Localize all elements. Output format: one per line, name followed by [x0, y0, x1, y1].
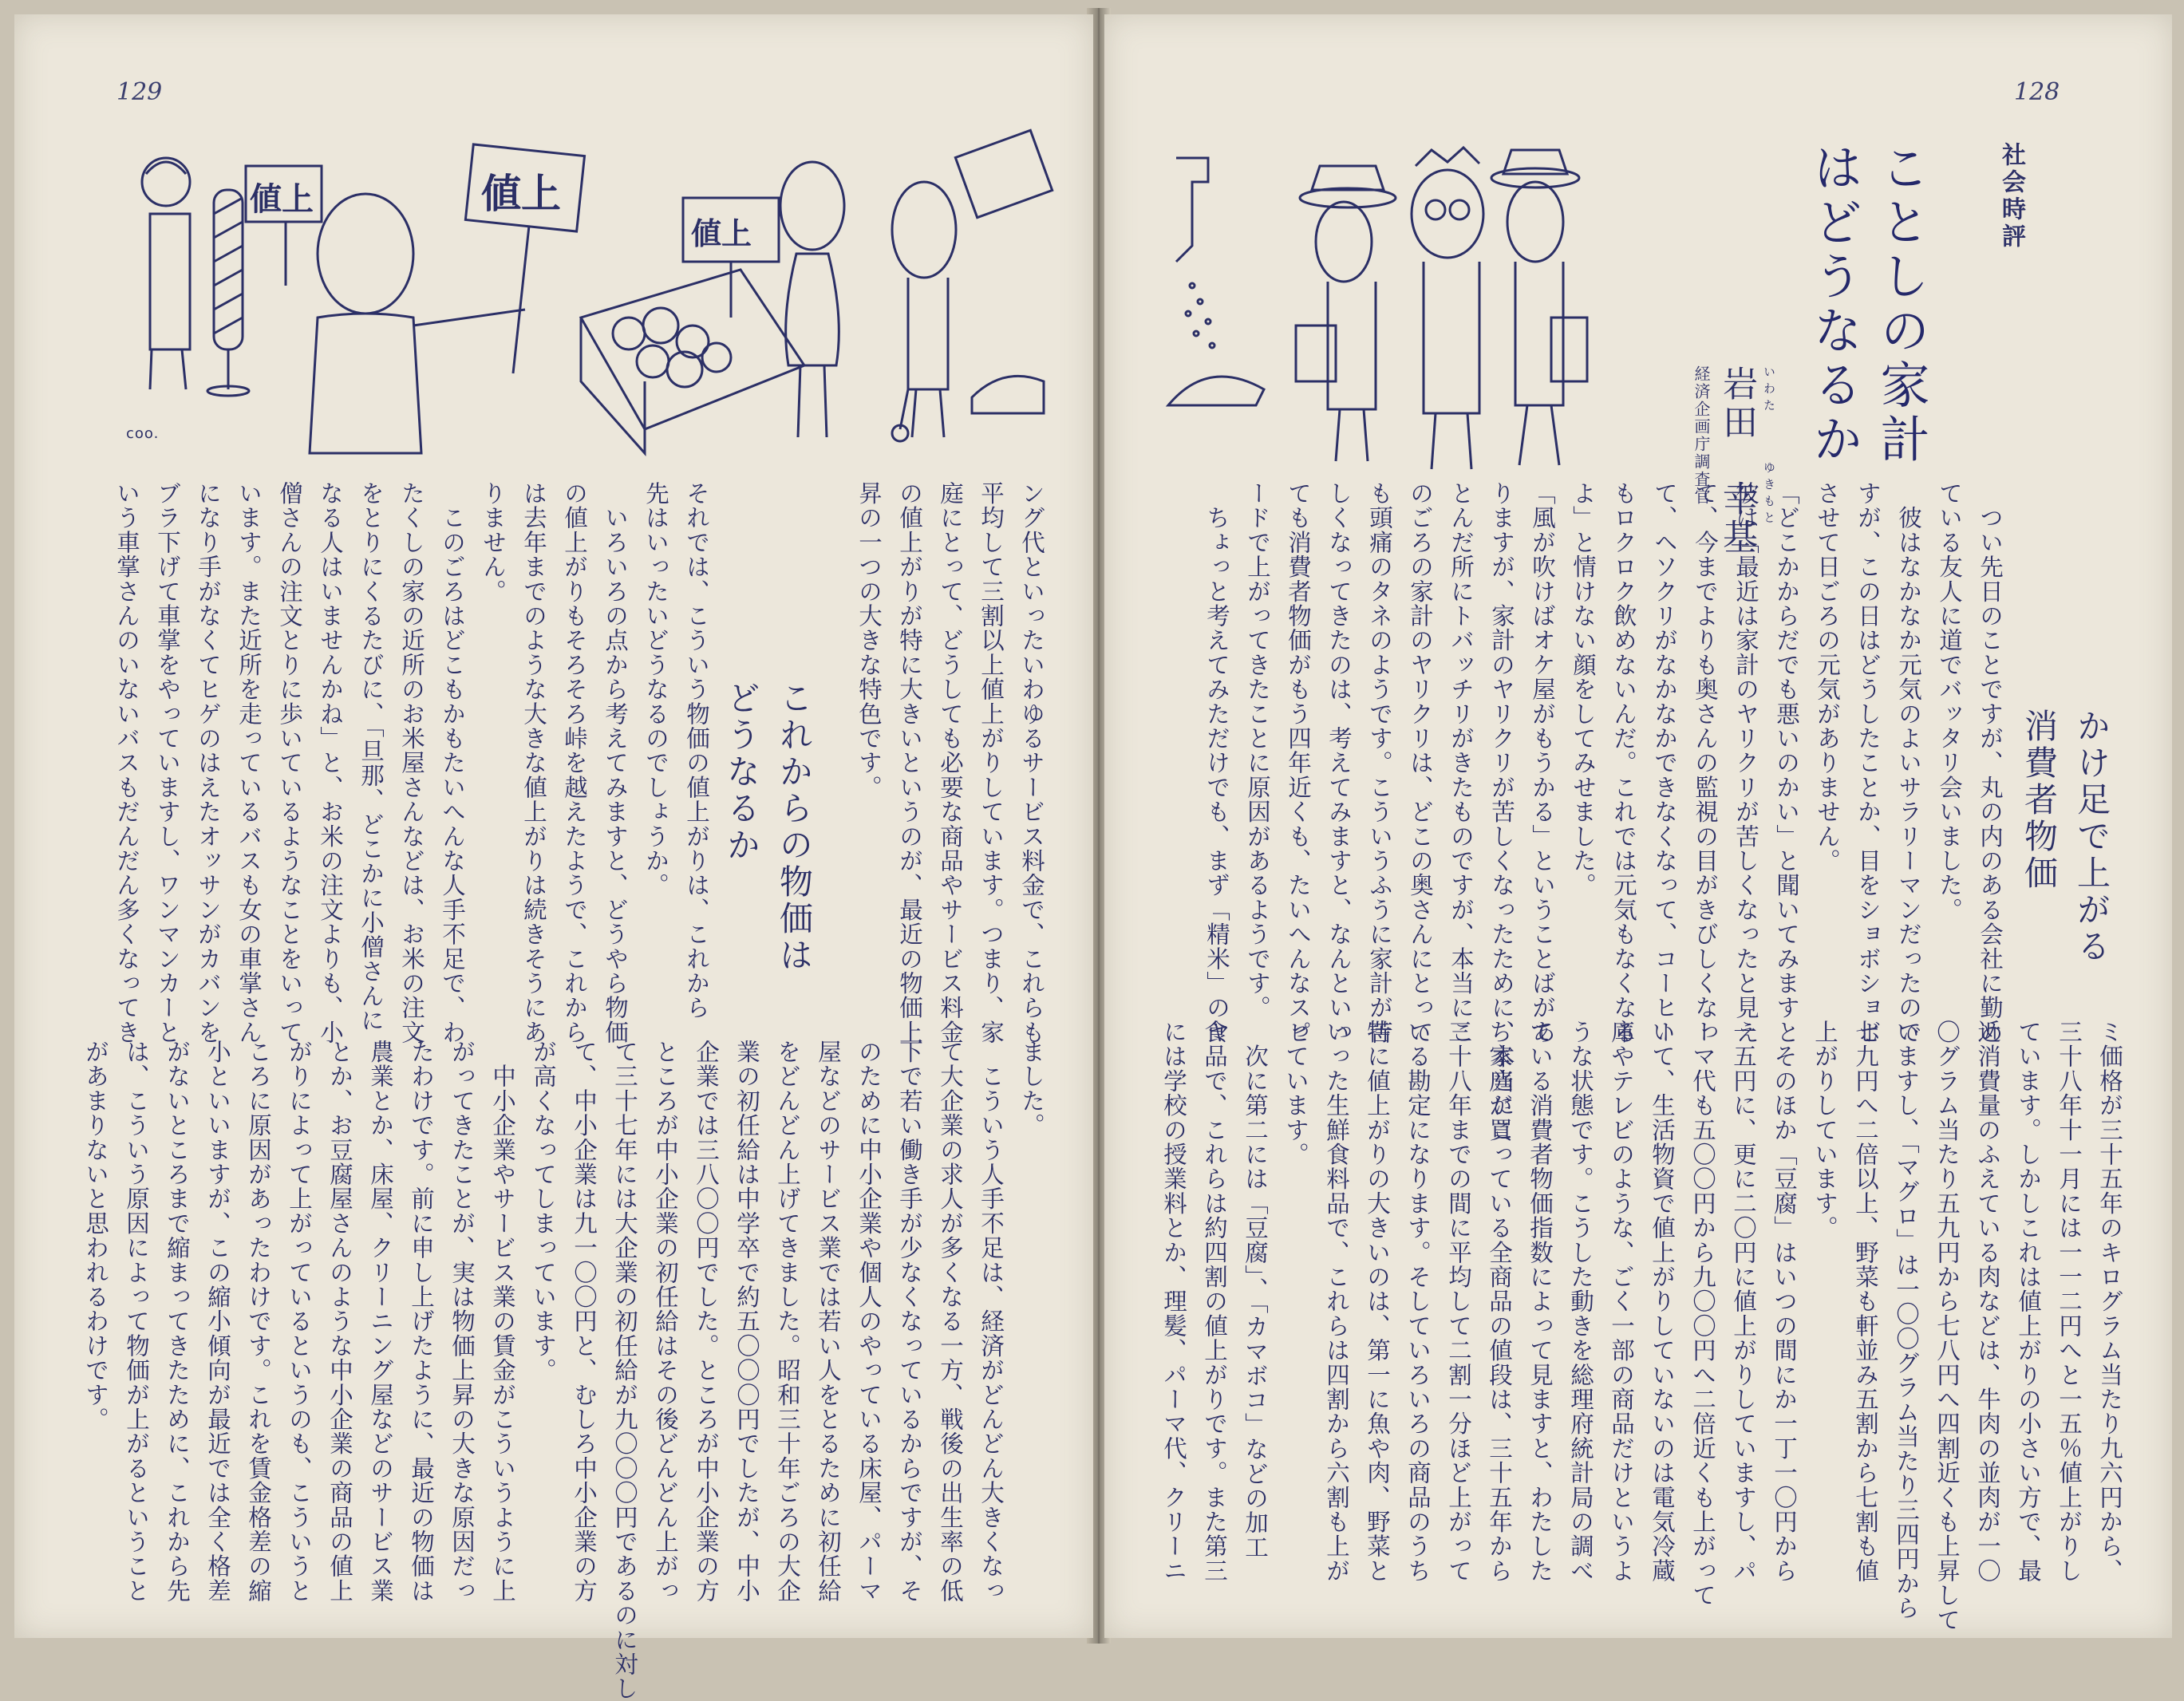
author-ruby-given: ゆきもと — [1762, 461, 1776, 528]
article-column-top: つい先日のことですが、丸の内のある会社に勤め ている友人に道でバッタリ会いました。 彼はなかなか元気のよいサラリーマンだったので すが、この日はどうしたことか、目をショボショボ させて日ごろの元気がありません。 「どこかからだでも悪いのかい」と聞いてみますと 彼は「最近は家計のヤリクリが苦しくなったと見え て、今までよりも奥さんの監視の目がきびしくなっ て、ヘソクリがなかなかできなくなって、コーヒー もロクロク飲めないんだ。これでは元気もなくなる よ」と情けない顔をしてみせました。 「風が吹けばオケ屋がもうかる」ということばがあ りますが、家計のヤリクリが苦しくなったために、本当にこ とんだ所にトバッチリがきたものですが、本当にこ のごろの家計のヤリクリは、どこの奥さんにとって も頭痛のタネのようです。こういうふうに家計が苦 しくなってきたのは、考えてみますと、なんといっ ても消費者物価がもう四年近くも、たいへんなスピ ードで上がってきたことに原因があるようです。 ちょっと考えてみただけでも、まず「精米」のヤ — [1203, 481, 2004, 1143]
price-hike-illustration — [102, 134, 1060, 453]
article-column-bottom: ました。 こういう人手不足は、経済がどんどん大きくなっ て大企業の求人が多くなる一方、戦後の出生率の低 下で若い働き手が少なくなっているからですが、そ のために中小企業や個人のやっている床屋、パーマ 屋などのサービス業では若い人をとるために初任給 をどんどん上げてきました。昭和三十年ごろの大企 業の初任給は中学卒で約五〇〇〇円でしたが、中小 企業では三八〇〇円でした。ところが中小企業の方 ところが中小企業の初任給はその後どんどん上がっ て三十七年には大企業の初任給が九〇〇〇円であるのに対し て、中小企業は九一〇〇円と、むしろ中小企業の方 が高くなってしまっています。 中小企業やサービス業の賃金がこういうように上 がってきたことが、実は物価上昇の大きな原因だっ たわけです。前に申し上げたように、最近の物価は 農業とか、床屋、クリーニング屋などのサービス業 とか、お豆腐屋さんのような中小企業の商品の値上 がりによって上がっているというのも、こういうと ころに原因があったわけです。これを賃金格差の縮 小といいますが、この縮小傾向が最近では全く格差 がないところまで縮まってきたために、これから先 は、こういう原因によって物価が上がるということ があまりないと思われるわけです。 — [82, 1040, 1045, 1701]
section-subheading: これからの物価は どうなるか — [722, 681, 814, 974]
section-subheading: かけ足で上がる 消費者物価 — [2020, 708, 2111, 965]
page-number-left: 129 — [117, 78, 163, 106]
illustrator-signature: coo. — [126, 425, 160, 442]
article-title: ことしの家計 はどうなるか — [1805, 142, 1930, 468]
illustration-sign-2 — [481, 162, 561, 219]
author-name: 岩田 幸基 — [1716, 365, 1757, 557]
page-number-right: 128 — [2014, 78, 2060, 106]
illustration-sign-1 — [250, 174, 314, 219]
author-ruby-family: いわた — [1762, 365, 1776, 416]
column-label: 社会時評 — [1997, 142, 2025, 251]
article-column-top-1: ング代といったいわゆるサービス料金で、これらも 平均して三割以上値上がりしています。つまり、家 庭にとって、どうしても必要な商品やサービス料金 の値上がりが特に大きいというのが、最近の物価上 昇の一つの大きな特色です。 — [855, 481, 1045, 1045]
sign-text: 値上 — [481, 170, 561, 217]
illustration-sign-3 — [691, 209, 752, 253]
article-column-top-2: それでは、こういう物価の値上がりは、これから 先はいったいどうなるのでしょうか。 いろいろの点から考えてみますと、どうやら物価 の値上がりもそろそろ峠を越えたようで、これから は去年までのような大きな値上がりは続きそうにあ りません。 このごろはどこもかもたいへんな人手不足で、わ たくしの家の近所のお米屋さんなどは、お米の注文 をとりにくるたびに、「旦那、どこかに小僧さんに なる人はいませんかね」と、お米の注文よりも、小 僧さんの注文とりに歩いているようなことをいって います。また近所を走っているバスも女の車掌さん になり手がなくてヒゲのはえたオッサンがカバンを ブラ下げて車掌をやっていますし、ワンマンカーと いう車掌さんのいないバスもだんだん多くなってき — [113, 481, 710, 1045]
sign-text: 値上 — [691, 215, 752, 251]
shoppers-illustration — [1152, 142, 1663, 477]
article-column-bottom: ミ価格が三十五年のキログラム当たり九六円から、 三十八年十一月には一一二円へと一五％値上がりし ています。しかしこれは値上がりの小さい方で、最 近消費量のふえている肉などは、牛肉の並肉が一〇 〇グラム当たり五九円から七八円へ四割近くも上昇して いますし、「マグロ」は一〇〇グラム当たり三四円から 七九円へ二倍以上、野菜も軒並み五割から七割も値 上がりしています。 そのほか「豆腐」はいつの間にか一丁一〇円から 一五円に、更に二〇円に値上がりしていますし、パ ーマ代も五〇〇円から九〇〇円へ二倍近くも上がって いて、生活物資で値上がりしていないのは電気冷蔵 庫やテレビのような、ごく一部の商品だけというよ うな状態です。こうした動きを総理府統計局の調べ ている消費者物価指数によって見ますと、わたした ち家庭が買っている全商品の値段は、三十五年から 三十八年までの間に平均して二割一分ほど上がって いる勘定になります。そしていろいろの商品のうち 特に値上がりの大きいのは、第一に魚や肉、野菜と いった生鮮食料品で、これらは四割から六割も上が っています。 次に第二には「豆腐」、「カマボコ」などの加工 食品で、これらは約四割の値上がりです。また第三 には学校の授業料とか、理髪、パーマ代、クリーニ — [1160, 1020, 2123, 1632]
right-page — [1104, 14, 2172, 1638]
sign-text: 値上 — [250, 180, 314, 218]
author-role: 経済企画庁調査官 — [1692, 365, 1711, 506]
left-page — [14, 14, 1093, 1701]
